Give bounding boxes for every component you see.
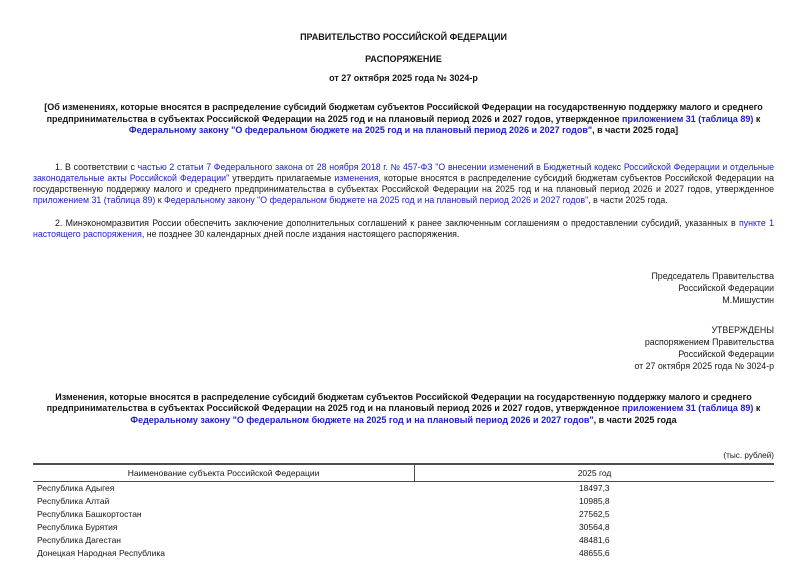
text-run: 1. В соответствии с [55, 161, 138, 172]
table-row [33, 547, 774, 560]
inline-link[interactable]: Федеральному закону "О федеральном бюджете на 2025 год и на плановый период 2026 и 2027 годов" [164, 194, 589, 205]
government-org-title: ПРАВИТЕЛЬСТВО РОССИЙСКОЙ ФЕДЕРАЦИИ [300, 32, 507, 42]
approved-label: УТВЕРЖДЕНЫ [711, 324, 774, 335]
text-run: [Об изменениях, которые вносятся в распределение субсидий бюджетам субъектов Российской Федерации на государственную поддержку малого и среднего предпринимательства в субъектах Российской Федерации на 2025 год и на плановый период 2026 и 2027 годов, утвержденное [44, 102, 763, 124]
amount-cell: 18497,3 [578, 483, 610, 493]
text-run: к [155, 194, 165, 205]
region-name-cell: Республика Дагестан [37, 535, 122, 545]
text-run: 2. Минэкономразвития России обеспечить заключение дополнительных соглашений к ранее заключенным соглашениям о предоставлении субсидий, указанных в [55, 217, 739, 228]
paragraph-1 [33, 162, 774, 206]
region-name-cell: Республика Бурятия [37, 522, 118, 532]
table-header-row [33, 464, 774, 482]
inline-link[interactable]: изменения [334, 172, 379, 183]
amount-cell: 48481,6 [578, 535, 610, 545]
region-name-cell: Республика Башкортостан [37, 509, 142, 519]
text-run: , в части 2025 года. [588, 194, 668, 205]
region-name-cell: Донецкая Народная Республика [37, 548, 165, 558]
signature-name: М.Мишустин [722, 294, 774, 305]
units-note: (тыс. рублей) [723, 451, 774, 460]
signature-block [33, 271, 774, 306]
inline-link[interactable]: приложением 31 (таблица 89) [33, 194, 156, 205]
text-run: , не позднее 30 календарных дней после издания настоящего распоряжения. [141, 228, 460, 239]
column-header-region: Наименование субъекта Российской Федерации [33, 464, 415, 482]
signature-post: Председатель Правительства [651, 270, 774, 281]
amount-cell: 30564,8 [578, 522, 610, 532]
document-title [33, 102, 774, 137]
approved-org: Российской Федерации [678, 348, 774, 359]
text-run: к [753, 403, 761, 413]
region-name-cell: Республика Алтай [37, 496, 110, 506]
inline-link[interactable]: приложением 31 (таблица 89) [622, 113, 754, 124]
column-header-2025: 2025 год [415, 464, 774, 482]
inline-link[interactable]: пункте 1 настоящего распоряжения [33, 217, 774, 239]
text-run: , которые вносятся в распределение субсидий бюджетам субъектов Российской Федерации на государственную поддержку малого и среднего предпринимательства в субъектах Российской Федерации на 2025 год и на плановый период 2026 и 2027 годов, утвержденное [33, 172, 774, 194]
table-row [33, 534, 774, 547]
text-run: , в части 2025 года [593, 414, 677, 425]
amount-cell: 10985,8 [578, 496, 610, 506]
approved-block [33, 325, 774, 372]
table-row [33, 521, 774, 534]
amount-cell: 27562,5 [578, 509, 610, 519]
signature-org: Российской Федерации [678, 282, 774, 293]
document-date-number: от 27 октября 2025 года № 3024-р [329, 73, 478, 83]
subsidies-table [33, 463, 774, 560]
text-run: Изменения, которые вносятся в распределение субсидий бюджетам субъектов Российской Федерации на государственную поддержку малого и среднего предпринимательства в субъектах Российской Федерации на 2025 год и на плановый период 2026 и 2027 годов, утвержденное [46, 391, 752, 413]
inline-link[interactable]: Федеральному закону "О федеральном бюджете на 2025 год и на плановый период 2026 и 2027 годов" [128, 125, 593, 135]
inline-link[interactable]: частью 2 статьи 7 Федерального закона от 28 ноября 2018 г. № 457-ФЗ "О внесении изменений в Бюджетный кодекс Российской Федерации и отдельные законодательные акты Российской Федерации" [33, 161, 775, 183]
amount-cell: 48655,6 [578, 548, 610, 558]
document-type: РАСПОРЯЖЕНИЕ [365, 54, 442, 64]
text-run: , в части 2025 года] [592, 125, 679, 135]
annex-title [33, 392, 774, 427]
approved-by: распоряжением Правительства [644, 336, 774, 347]
region-name-cell: Республика Адыгея [37, 483, 115, 493]
table-row [33, 482, 774, 496]
paragraph-2 [33, 218, 774, 240]
table-row [33, 508, 774, 521]
inline-link[interactable]: приложением 31 (таблица 89) [622, 403, 754, 413]
text-run: утвердить прилагаемые [229, 172, 335, 183]
inline-link[interactable]: Федеральному закону "О федеральном бюджете на 2025 год и на плановый период 2026 и 2027 годов" [130, 414, 594, 425]
table-row [33, 495, 774, 508]
text-run: к [753, 113, 761, 124]
approved-date-number: от 27 октября 2025 года № 3024-р [634, 360, 774, 371]
